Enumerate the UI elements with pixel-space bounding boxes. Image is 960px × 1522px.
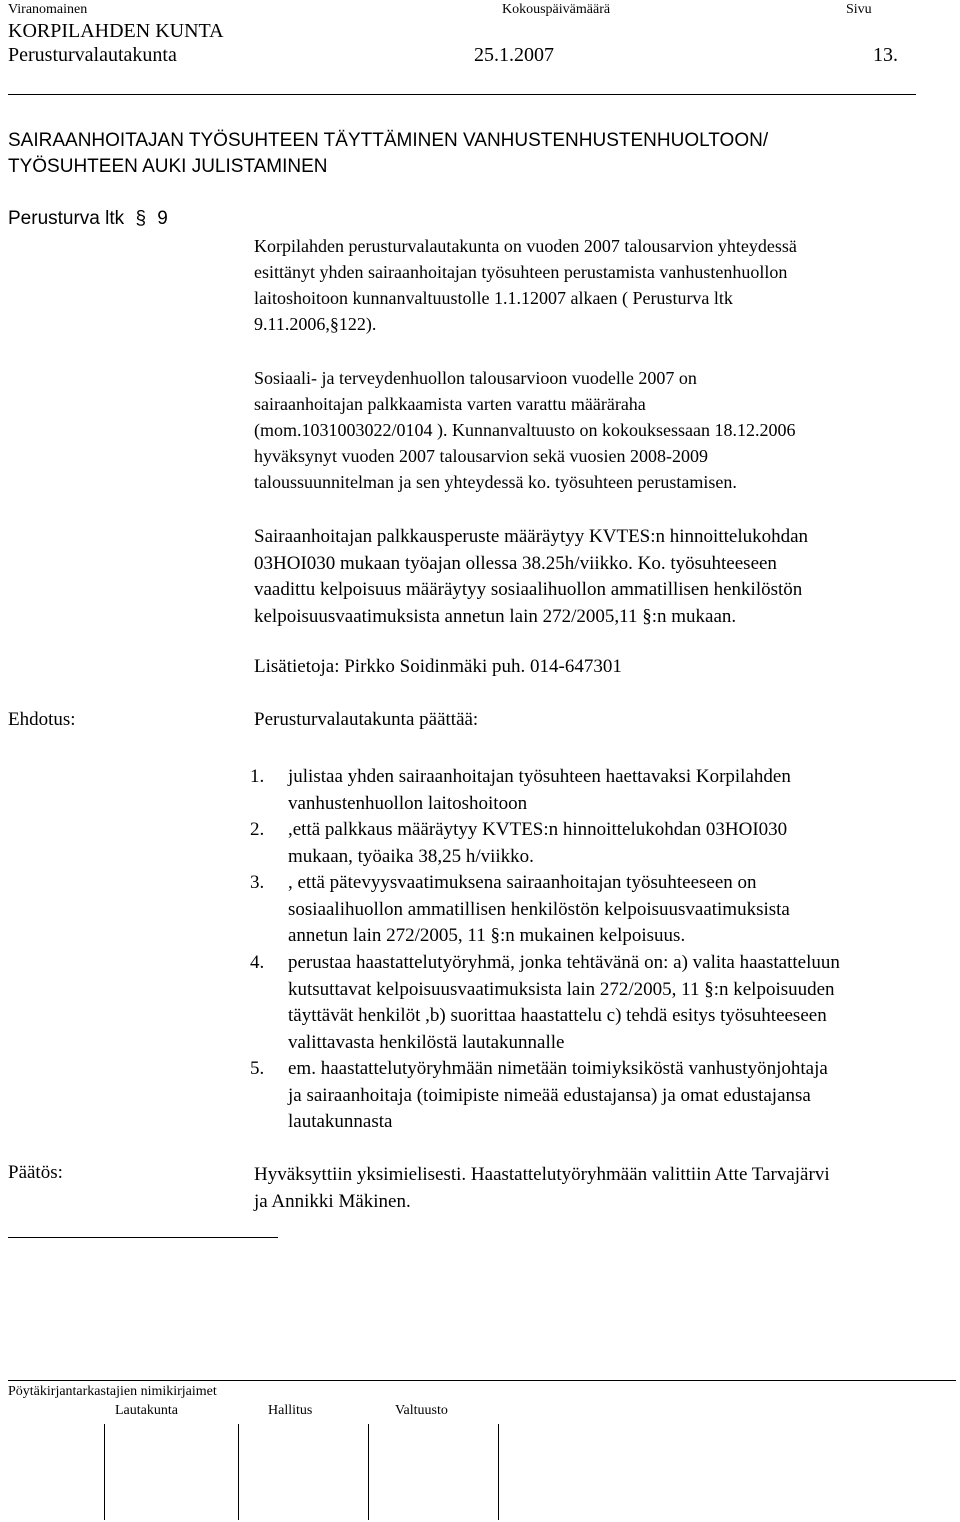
list-item-line: sosiaalihuollon ammatillisen henkilöstön kelpoisuusvaatimuksista (288, 898, 790, 920)
list-item-text (288, 817, 787, 870)
proposal-label: Ehdotus: (8, 709, 76, 730)
section-reference (8, 208, 168, 230)
list-item-line: vanhustenhuollon laitoshoitoon (288, 792, 528, 814)
footer-board-label: Lautakunta (115, 1403, 178, 1418)
signature-line (8, 1237, 278, 1238)
list-item-text (288, 870, 790, 950)
list-item (250, 817, 956, 870)
footer-rule (8, 1380, 956, 1381)
intro-line: 9.11.2006,§122). (254, 314, 377, 334)
footer-title: Pöytäkirjantarkastajien nimikirjaimet (8, 1384, 217, 1399)
list-item-line: ja sairaanhoitaja (toimipiste nimeää edustajansa) ja omat edustajansa (288, 1084, 811, 1106)
list-item-number: 4. (250, 952, 265, 973)
footer-divider (104, 1424, 105, 1520)
intro-paragraph (254, 233, 797, 337)
salary-line: 03HOI030 mukaan työajan ollessa 38.25h/viikko. Ko. työsuhteeseen (254, 552, 777, 574)
list-item-line: annetun lain 272/2005, 11 §:n mukainen kelpoisuus. (288, 925, 686, 946)
header-authority: KORPILAHDEN KUNTA (8, 20, 224, 42)
decision-text (254, 1162, 830, 1215)
budget-line: taloussuunnitelman ja sen yhteydessä ko. työsuhteen perustamisen. (254, 472, 737, 492)
header-date: 25.1.2007 (474, 44, 554, 66)
salary-line: vaadittu kelpoisuus määräytyy sosiaalihuollon ammatillisen henkilöstön (254, 579, 803, 600)
header-date-label: Kokouspäivämäärä (502, 2, 611, 17)
list-item (250, 764, 956, 817)
footer-divider (498, 1424, 499, 1520)
intro-line: laitoshoitoon kunnanvaltuustolle 1.1.12007 alkaen ( Perusturva ltk (254, 288, 733, 308)
proposal-list (250, 764, 956, 1136)
list-item-line: kutsuttavat kelpoisuusvaatimuksista lain 272/2005, 11 §:n kelpoisuuden (288, 978, 835, 1000)
decision-line: Hyväksyttiin yksimielisesti. Haastattelutyöryhmään valittiin Atte Tarvajärvi (254, 1164, 830, 1185)
list-item (250, 1056, 956, 1136)
decision-label: Päätös: (8, 1162, 63, 1183)
header-authority-label: Viranomainen (8, 2, 88, 17)
header-page-number: 13. (873, 44, 898, 66)
reference-label: Perusturva ltk (8, 208, 125, 229)
footer-government-label: Hallitus (268, 1403, 313, 1418)
list-item-text (288, 1056, 828, 1136)
list-item-line: julistaa yhden sairaanhoitajan työsuhteen haettavaksi Korpilahden (288, 766, 791, 787)
budget-line: (mom.1031003022/0104 ). Kunnanvaltuusto on kokouksessaan 18.12.2006 (254, 420, 796, 440)
footer-council-label: Valtuusto (395, 1403, 448, 1418)
footer-divider (238, 1424, 239, 1520)
document-title-line1: SAIRAANHOITAJAN TYÖSUHTEEN TÄYTTÄMINEN VANHUSTENHUSTENHUOLTOON/ (8, 130, 769, 151)
contact-info: Lisätietoja: Pirkko Soidinmäki puh. 014-647301 (254, 656, 622, 677)
list-item-line: ,että palkkaus määräytyy KVTES:n hinnoittelukohdan 03HOI030 (288, 819, 788, 840)
budget-line: Sosiaali- ja terveydenhuollon talousarvioon vuodelle 2007 on (254, 368, 697, 388)
list-item (250, 950, 956, 1056)
list-item-line: em. haastattelutyöryhmään nimetään toimiyksiköstä vanhustyönjohtaja (288, 1058, 828, 1079)
list-item-text (288, 764, 791, 817)
salary-line: kelpoisuusvaatimuksista annetun lain 272/2005,11 §:n mukaan. (254, 605, 737, 627)
list-item-line: valittavasta henkilöstä lautakunnalle (288, 1031, 565, 1053)
intro-line: esittänyt yhden sairaanhoitajan työsuhteen perustamista vanhustenhuollon (254, 262, 788, 282)
header-board: Perusturvalautakunta (8, 44, 177, 66)
intro-line: Korpilahden perusturvalautakunta on vuoden 2007 talousarvion yhteydessä (254, 236, 797, 256)
list-item-number: 2. (250, 819, 265, 840)
budget-paragraph (254, 365, 795, 495)
list-item-number: 5. (250, 1058, 265, 1079)
decision-line: ja Annikki Mäkinen. (254, 1190, 411, 1212)
list-item-line: lautakunnasta (288, 1111, 393, 1132)
reference-number: 9 (157, 208, 168, 229)
list-item-number: 1. (250, 766, 265, 787)
list-item-text (288, 950, 840, 1056)
document-title-line2: TYÖSUHTEEN AUKI JULISTAMINEN (8, 156, 328, 177)
list-item-line: täyttävät henkilöt ,b) suorittaa haastattelu c) tehdä esitys työsuhteeseen (288, 1005, 827, 1026)
list-item-line: perustaa haastattelutyöryhmä, jonka tehtävänä on: a) valita haastatteluun (288, 952, 840, 973)
list-item-number: 3. (250, 872, 265, 893)
budget-line: hyväksynyt vuoden 2007 talousarvion sekä vuosien 2008-2009 (254, 446, 708, 466)
salary-line: Sairaanhoitajan palkkausperuste määräytyy KVTES:n hinnoittelukohdan (254, 526, 809, 547)
list-item-line: mukaan, työaika 38,25 h/viikko. (288, 845, 534, 867)
list-item (250, 870, 956, 950)
section-symbol: § (135, 208, 147, 229)
header-page-label: Sivu (846, 2, 872, 17)
proposal-heading: Perusturvalautakunta päättää: (254, 709, 479, 730)
budget-line: sairaanhoitajan palkkaamista varten varattu määräraha (254, 394, 646, 414)
list-item-line: , että pätevyysvaatimuksena sairaanhoitajan työsuhteeseen on (288, 872, 757, 893)
header-rule (8, 94, 916, 95)
salary-paragraph (254, 524, 808, 630)
footer-divider (368, 1424, 369, 1520)
